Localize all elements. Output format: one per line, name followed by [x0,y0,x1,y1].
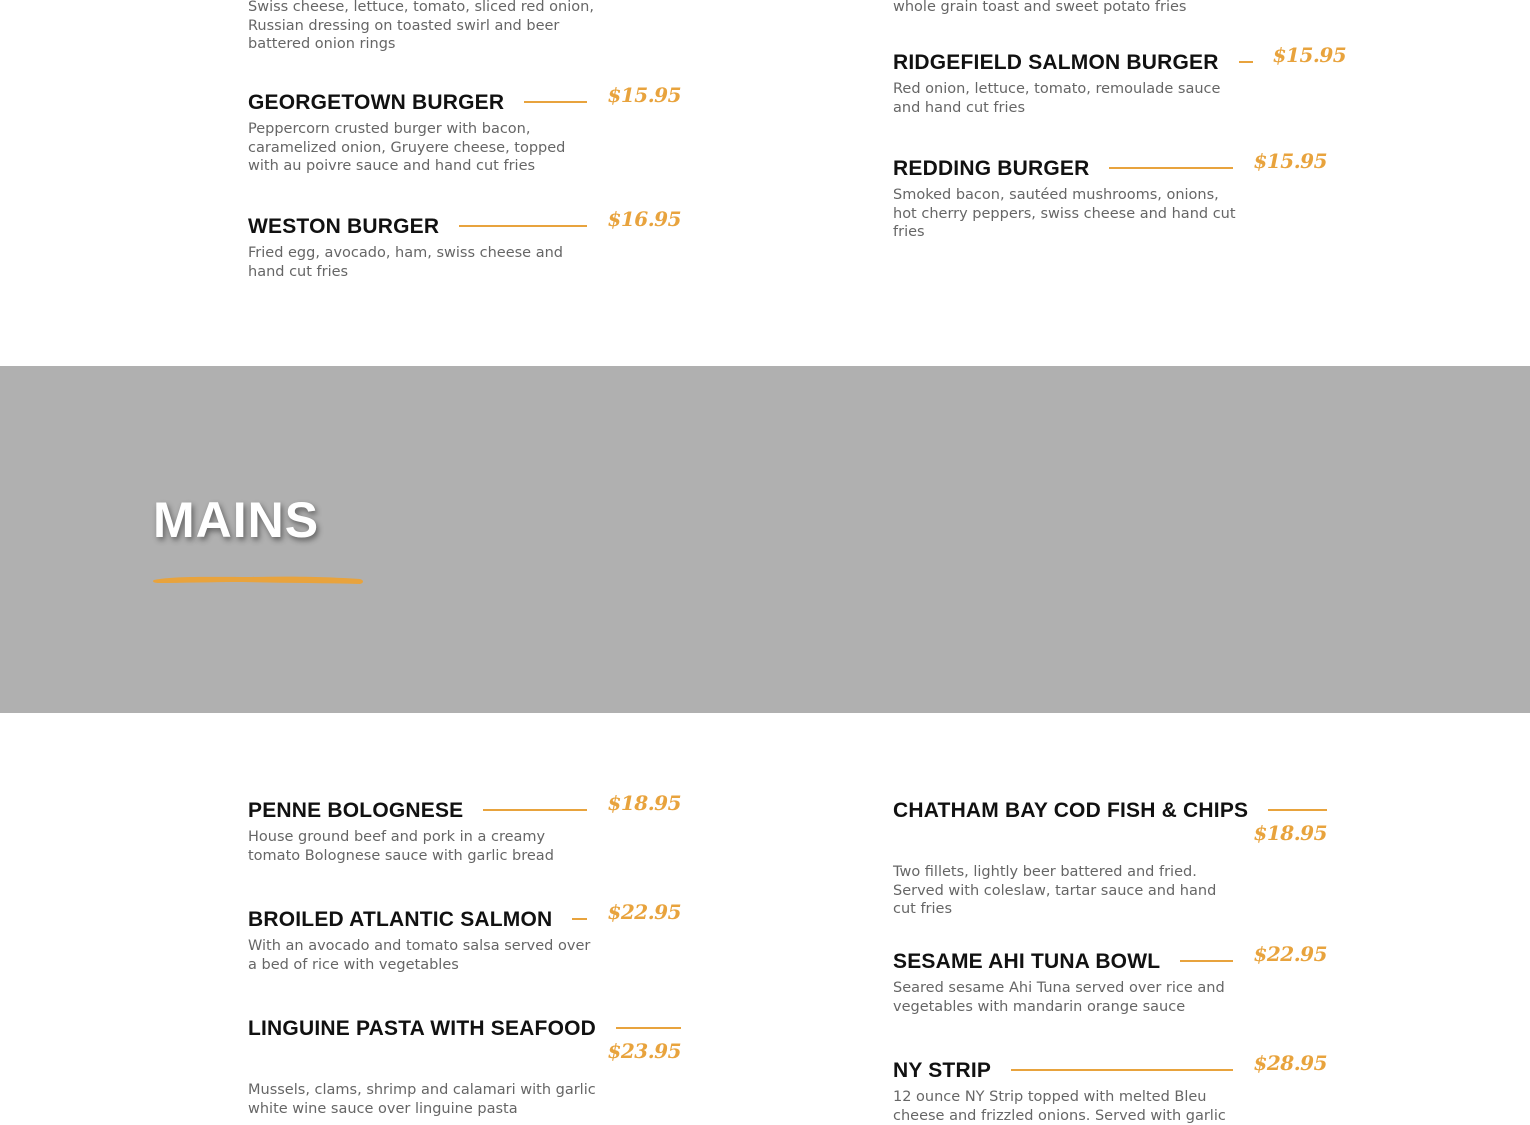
menu-item-penne-bolognese [248,790,681,865]
item-description: Fried egg, avocado, ham, swiss cheese and hand cut fries [248,245,563,280]
item-name: WESTON BURGER [248,215,440,238]
item-description: With an avocado and tomato salsa served over a bed of rice with vegetables [248,938,591,973]
item-description: whole grain toast and sweet potato fries [893,0,1187,15]
item-name: REDDING BURGER [893,157,1090,180]
item-name: NY STRIP [893,1059,992,1082]
item-header [248,899,681,933]
item-price: $22.95 [1253,942,1327,966]
item-header [893,941,1327,975]
item-name: CHATHAM BAY COD FISH & CHIPS [893,799,1249,822]
leader-line [1180,960,1233,962]
item-price: $23.95 [607,1039,681,1063]
item-name: RIDGEFIELD SALMON BURGER [893,51,1219,74]
brush-stroke-underline [152,571,366,587]
item-name: GEORGETOWN BURGER [248,91,505,114]
item-header [893,1050,1327,1084]
item-header [893,790,1327,845]
menu-item-ridgefield-salmon-burger [893,42,1347,117]
menu-item-redding-burger [893,148,1327,242]
menu-item-ny-strip [893,1050,1327,1125]
item-price: $18.95 [607,791,681,815]
item-name: PENNE BOLOGNESE [248,799,464,822]
leader-line [1239,61,1253,63]
menu-item-linguine-pasta-with-seafood [248,1008,681,1118]
leader-line [483,809,587,811]
menu-item-partial-left [248,0,598,54]
leader-line [1109,167,1233,169]
item-name: SESAME AHI TUNA BOWL [893,950,1161,973]
menu-item-sesame-ahi-tuna-bowl [893,941,1327,1016]
leader-line [1268,809,1327,811]
item-description: 12 ounce NY Strip topped with melted Bleu cheese and frizzled onions. Served with garlic [893,1089,1226,1124]
item-description: Mussels, clams, shrimp and calamari with garlic white wine sauce over linguine pasta [248,1082,596,1117]
item-header [893,148,1327,182]
menu-item-partial-right [893,0,1238,17]
item-price: $22.95 [607,900,681,924]
leader-line [524,101,587,103]
item-header [248,1008,681,1063]
item-description: Two fillets, lightly beer battered and fried. Served with coleslaw, tartar sauce and hand cut fries [893,864,1217,917]
item-price: $28.95 [1253,1051,1327,1075]
item-description: Seared sesame Ahi Tuna served over rice and vegetables with mandarin orange sauce [893,980,1225,1015]
item-name: LINGUINE PASTA WITH SEAFOOD [248,1017,597,1040]
item-price: $15.95 [1272,43,1347,67]
leader-line [572,918,587,920]
item-description: Smoked bacon, sautéed mushrooms, onions, hot cherry peppers, swiss cheese and hand cut fries [893,187,1236,240]
item-description: Swiss cheese, lettuce, tomato, sliced red onion, Russian dressing on toasted swirl and beer battered onion rings [248,0,594,52]
menu-item-broiled-atlantic-salmon [248,899,681,974]
item-header [248,790,681,824]
item-header [248,206,681,240]
item-header [893,42,1347,76]
item-description: House ground beef and pork in a creamy tomato Bolognese sauce with garlic bread [248,829,554,864]
item-description: Red onion, lettuce, tomato, remoulade sauce and hand cut fries [893,81,1221,116]
item-price: $16.95 [607,207,681,231]
leader-line [459,225,587,227]
item-description: Peppercorn crusted burger with bacon, caramelized onion, Gruyere cheese, topped with au poivre sauce and hand cut fries [248,121,566,174]
item-name: BROILED ATLANTIC SALMON [248,908,553,931]
menu-item-weston-burger [248,206,681,281]
mains-section-banner [0,366,1530,713]
leader-line [616,1027,681,1029]
item-price: $15.95 [1253,149,1327,173]
item-price: $15.95 [607,83,681,107]
menu-item-georgetown-burger [248,82,681,176]
menu-item-chatham-bay-cod-fish-chips [893,790,1327,919]
leader-line [1011,1069,1233,1071]
item-price: $18.95 [1253,821,1327,845]
section-title: MAINS [153,492,320,548]
item-header [248,82,681,116]
